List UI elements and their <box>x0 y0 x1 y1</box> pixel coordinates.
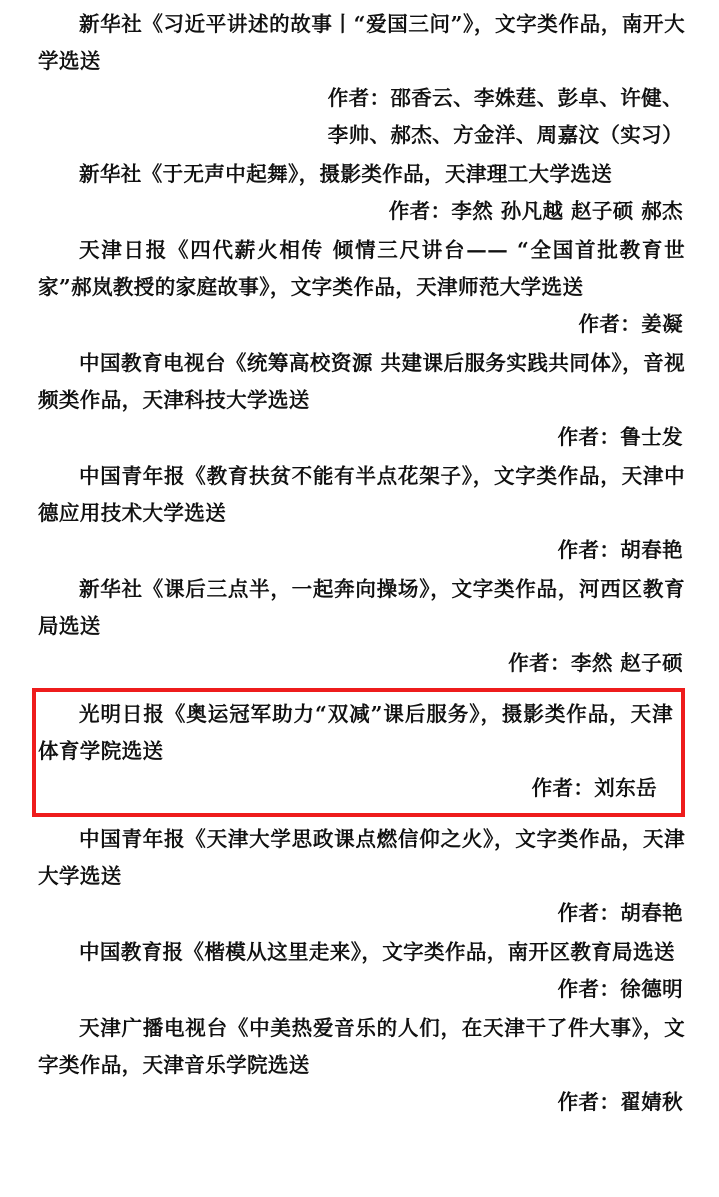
entry-body: 天津广播电视台《中美热爱音乐的人们，在天津干了件大事》，文字类作品，天津音乐学院选送 <box>38 1016 685 1077</box>
entry-author: 作者：姜凝 <box>578 312 683 336</box>
entry-body: 新华社《习近平讲述的故事丨“爱国三问”》，文字类作品，南开大学选送 <box>38 12 685 73</box>
entry-author: 作者：邵香云、李姝莛、彭卓、许健、 <box>327 86 683 110</box>
entry-author: 李帅、郝杰、方金洋、周嘉汶（实习） <box>327 123 683 147</box>
entry-author: 作者：鲁士发 <box>557 425 683 449</box>
entry-body: 中国青年报《天津大学思政课点燃信仰之火》，文字类作品，天津大学选送 <box>38 827 685 888</box>
entry-author: 作者：刘东岳 <box>531 776 657 800</box>
entry-body: 光明日报《奥运冠军助力“双减”课后服务》，摄影类作品，天津体育学院选送 <box>38 702 673 763</box>
highlighted-entry <box>32 688 685 817</box>
entry-author: 作者：胡春艳 <box>557 901 683 925</box>
entry-body: 新华社《于无声中起舞》，摄影类作品，天津理工大学选送 <box>79 162 613 186</box>
entry-body: 中国青年报《教育扶贫不能有半点花架子》，文字类作品，天津中德应用技术大学选送 <box>38 464 685 525</box>
entry-body: 天津日报《四代薪火相传 倾情三尺讲台—— “全国首批教育世家”郝岚教授的家庭故事》，文字类作品，天津师范大学选送 <box>38 238 685 299</box>
list-item <box>38 345 685 456</box>
list-item <box>38 232 685 343</box>
list-item <box>38 821 685 932</box>
entry-author: 作者：胡春艳 <box>557 538 683 562</box>
entry-author: 作者：翟婧秋 <box>557 1090 683 1114</box>
entry-body: 中国教育电视台《统筹高校资源 共建课后服务实践共同体》，音视频类作品，天津科技大学选送 <box>38 351 685 412</box>
entry-body: 中国教育报《楷模从这里走来》，文字类作品，南开区教育局选送 <box>79 940 675 964</box>
entry-author: 作者：李然 孙凡越 赵子硕 郝杰 <box>388 199 683 223</box>
entry-author: 作者：李然 赵子硕 <box>508 651 683 675</box>
list-item <box>38 458 685 569</box>
list-item <box>38 156 685 230</box>
entry-body: 新华社《课后三点半，一起奔向操场》，文字类作品，河西区教育局选送 <box>38 577 685 638</box>
list-item <box>38 6 685 154</box>
list-item <box>38 934 685 1008</box>
list-item <box>38 571 685 682</box>
list-item <box>38 1010 685 1121</box>
entry-author: 作者：徐德明 <box>557 977 683 1001</box>
